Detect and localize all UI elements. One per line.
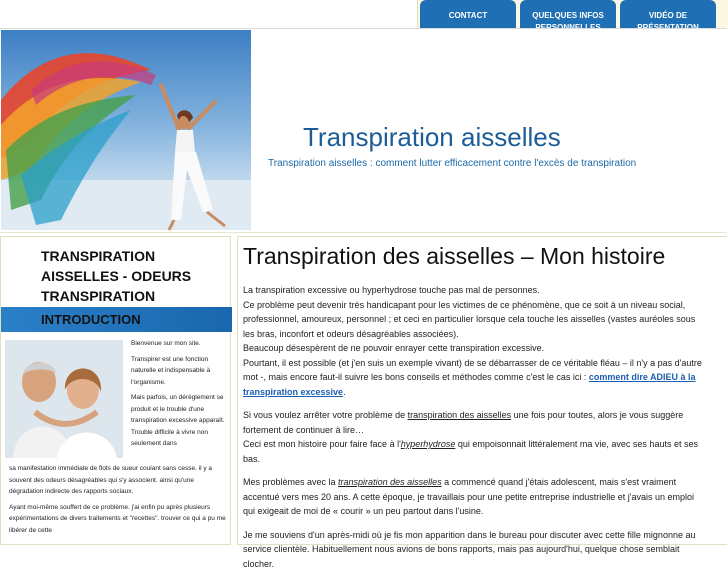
article-p7b: a commencé quand j'étais adolescent, mais s'est vraiment accentué vers mes 20 ans. A cette époque, je travaillais pour une petite entreprise industrielle et j'avais un emploi qui exigeait de moi de « courir » un peu partout dans l'usine.: [243, 477, 694, 516]
article-paragraph: [243, 475, 703, 519]
adieu-transpiration-link[interactable]: comment dire ADIEU à la transpiration excessive: [243, 372, 696, 397]
article-p4b: .: [343, 386, 346, 397]
article-p5-underline: transpiration des aisselles: [407, 410, 512, 420]
article-p2: Ce problème peut devenir très handicapant pour les victimes de ce phénomène, que ce soit à un niveau social, professionnel, amoureux, personnel ; et ceci en particulier lorsque cela touche les aisselles (vastes auréoles sous les bras, inconfort et odeurs désagréables associées).: [243, 299, 696, 339]
sidebar-continued-text: [9, 463, 227, 540]
nav-video-line1: VIDÉO DE: [648, 11, 688, 20]
sidebar: [0, 236, 231, 545]
article-p5a: Si vous voulez arrêter votre problème de: [243, 410, 408, 420]
nav-tab-personal-info[interactable]: [520, 0, 616, 28]
site-header: [0, 28, 727, 233]
article-p6b: qui empoisonnait littéralement ma vie, avec ses hauts et ses bas.: [243, 439, 698, 464]
nav-infos-line1: QUELQUES INFOS: [532, 11, 604, 20]
main-content: [237, 236, 727, 569]
top-nav: [417, 0, 728, 28]
site-subtitle: Transpiration aisselles : comment lutter efficacement contre l'excès de transpiration: [268, 158, 637, 169]
article-p1: La transpiration excessive ou hyperhydrose touche pas mal de personnes.: [243, 285, 540, 295]
article-body: [243, 283, 703, 580]
article-p8: Je me souviens d'un après-midi où je fis mon apparition dans le bureau pour discuter avec cette fille mignonne au service clientèle. Habituellement nous avions de bons rapports, mais pas aujourd'hui, quelque chose semblait clocher.: [243, 529, 696, 569]
hero-image-woman-with-scarves: [1, 30, 251, 230]
article-p4a: Pourtant, il est possible (et j'en suis un exemple vivant) de se débarrasser de ce véritable fléau – il n'y a pas d'autre mot -, mais encore faut-il suivre les bons conseils et méthodes comme c'est le cas ici :: [243, 357, 702, 382]
article-p6-underline: hyperhydrose: [400, 439, 456, 449]
sidebar-p3: Mais parfois, un dérèglement se produit et le trouble d'une transpiration excessive apparaît. Trouble difficile à vivre non seulement dans: [131, 394, 225, 447]
sidebar-p5: Ayant moi-même souffert de ce problème. j'ai enfin pu après plusieurs expérimentations de divers traitements et "recettes". trouver ce qui a pu me libérer de cette: [9, 503, 226, 534]
sidebar-p1: Bienvenue sur mon site.: [131, 340, 201, 347]
article-title: Transpiration des aisselles – Mon histoire: [243, 243, 666, 269]
article-p7a: Mes problèmes avec la: [243, 477, 339, 487]
article-p6a: Ceci est mon histoire pour faire face à l': [243, 439, 401, 449]
sidebar-section-band: [1, 307, 232, 332]
sidebar-intro-text: [131, 338, 227, 454]
article-p7-underline: transpiration des aisselles: [338, 477, 442, 487]
nav-contact-label: CONTACT: [448, 11, 488, 20]
sidebar-title: TRANSPIRATION AISSELLES - ODEURS TRANSPIRATION: [41, 248, 192, 304]
site-title: Transpiration aisselles: [303, 122, 561, 152]
sidebar-section-label: INTRODUCTION: [41, 312, 141, 327]
sidebar-p4: sa manifestation immédiate de flots de sueur coulant sans cesse. il y a souvent des odeurs désagréables qui s'y associent. ainsi qu'une dégradation indirecte des rapports sociaux.: [9, 465, 213, 495]
article-p3: Beaucoup désespèrent de ne pouvoir enrayer cette transpiration excessive.: [243, 343, 545, 353]
article-p5b: une fois pour toutes, alors je vous suggère fortement de continuer à lire…: [243, 410, 684, 435]
article-paragraph: [243, 408, 703, 466]
sidebar-p2: Transpirer est une fonction naturelle et indispensable à l'organisme.: [131, 355, 211, 386]
nav-tab-video[interactable]: [620, 0, 716, 28]
article-paragraph: [243, 283, 703, 399]
couple-photo: [5, 340, 123, 458]
article-paragraph: [243, 528, 703, 572]
nav-tab-contact[interactable]: [420, 0, 516, 28]
